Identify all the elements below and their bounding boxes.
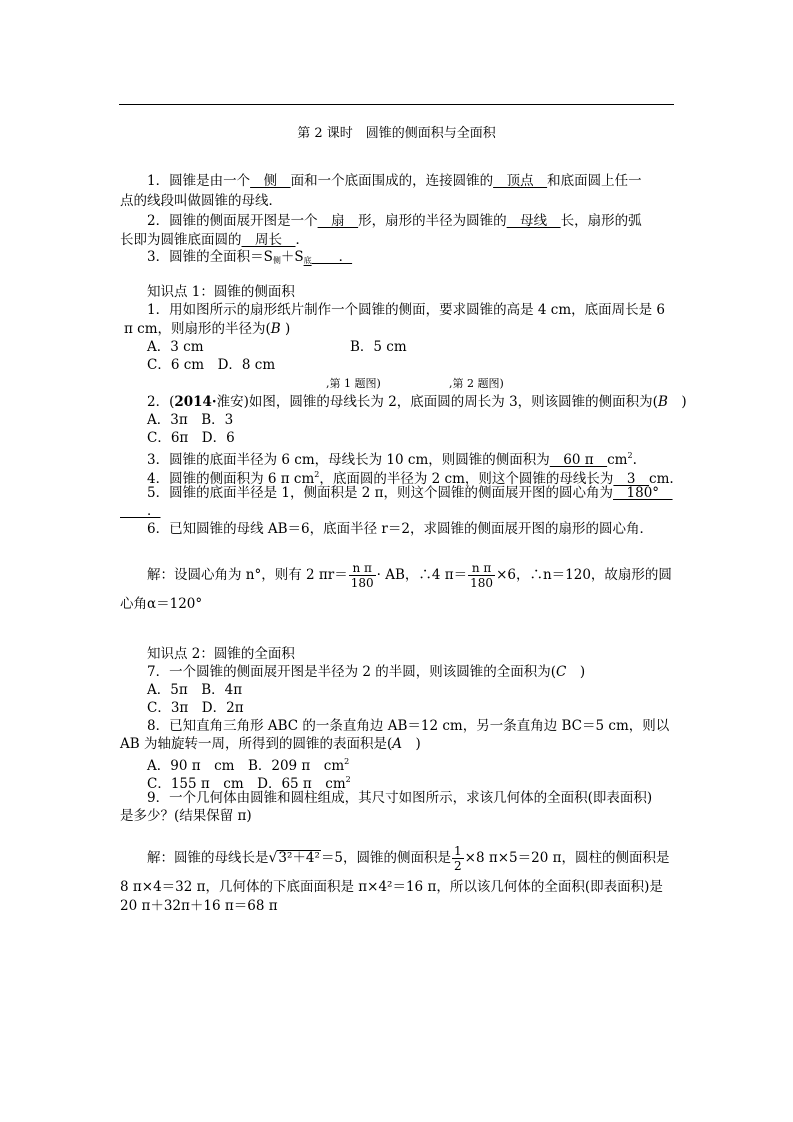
kp1-q6: 6．已知圆锥的母线 AB＝6，底面半径 r＝2，求圆锥的侧面展开图的扇形的圆心角． — [147, 521, 653, 537]
page-title: 第 2 课时 圆锥的侧面积与全面积 — [297, 126, 496, 141]
fraction: $\frac{\text{n π}}{180}$ — [350, 561, 374, 590]
kp1-q1-optionA: A．3 cm — [147, 339, 204, 355]
kp1-q3: 3．圆锥的底面半径为 6 cm，母线长为 10 cm，则圆锥的侧面积为 60 π $cm^2$. — [147, 451, 637, 468]
kp2-q7-optionCD: C．3π D．2π — [147, 700, 244, 716]
intro-q1-line2: 点的线段叫做圆锥的母线． — [120, 193, 282, 209]
figure-2-caption: ,第 2 题图) — [449, 377, 504, 390]
kp1-q1-optionCD: C．6 cm D．8 cm — [147, 357, 276, 373]
kp2-q7: 7．一个圆锥的侧面展开图是半径为 2 的半圆，则该圆锥的全面积为(C ) — [147, 664, 586, 680]
kp2-q7-optionAB: A．5π B．4π — [147, 682, 243, 698]
intro-q2-line2: 长即为圆锥底面圆的 周长 ． — [120, 232, 309, 248]
header-rule — [119, 104, 674, 105]
kp1-heading: 知识点 1：圆锥的侧面积 — [147, 284, 295, 300]
intro-q3: 3．圆锥的全面积$=S_侧+S_底$ ． — [147, 249, 353, 265]
kp2-q8-line2: AB 为轴旋转一周，所得到的圆锥的表面积是(A ) — [120, 736, 421, 752]
kp2-q8-optionCD: C．155 π cm D．65 π $cm^2$ — [147, 775, 351, 792]
kp2-solution9-line1: 解：圆锥的母线长是√3²＋4²＝5，圆锥的侧面积是 $\frac{1}{2}$ ×8 π×5＝20 π，圆柱的侧面积是 — [147, 844, 670, 873]
kp2-q8-optionAB: A．90 π cm B．209 π $cm^2$ — [147, 757, 350, 774]
kp1-q2: 2．(2014·淮安)如图，圆锥的母线长为 2，底面圆的周长为 3，则该圆锥的侧面积为(B ) — [147, 394, 687, 410]
kp2-heading: 知识点 2：圆锥的全面积 — [147, 646, 295, 662]
kp1-q4: 4．圆锥的侧面积为 6 π $cm^2$，底面圆的半径为 2 cm，则这个圆锥的母线长为 3 cm. — [147, 470, 674, 487]
kp1-solution6-line1: 解：设圆心角为 n°，则有 2 πr＝ $\frac{\text{n π}}{180}$ · AB，∴4 π＝ $\frac{\text{n π}}{180}$ ×6，∴n＝120，故扇形的圆 — [147, 561, 672, 590]
intro-q1-line1: 1．圆锥是由一个 侧 面和一个底面围成的，连接圆锥的 顶点 和底面圆上任一 — [147, 173, 642, 189]
kp1-q5-line2: ． — [120, 503, 161, 519]
kp1-q2-optionAB: A．3π B．3 — [147, 412, 234, 428]
kp1-q1-optionB: B．5 cm — [350, 339, 407, 355]
figure-1-caption: ,第 1 题图) — [326, 377, 381, 390]
kp2-solution9-line3: 20 π＋32π＋16 π＝68 π — [120, 898, 278, 914]
kp2-q9-line1: 9．一个几何体由圆锥和圆柱组成，其尺寸如图所示，求该几何体的全面积(即表面积) — [147, 790, 653, 806]
kp1-q5-line1: 5．圆锥的底面半径是 1，侧面积是 2 π，则这个圆锥的侧面展开图的圆心角为 180° — [147, 485, 673, 501]
kp1-q1-line2: π cm，则扇形的半径为(B ) — [124, 321, 291, 337]
kp2-solution9-line2: 8 π×4＝32 π，几何体的下底面面积是 π×4²＝16 π，所以该几何体的全面积(即表面积)是 — [120, 879, 663, 895]
kp1-solution6-line2: 心角α＝120° — [120, 596, 203, 612]
kp1-q2-optionCD: C．6π D．6 — [147, 430, 235, 446]
intro-q2-line1: 2．圆锥的侧面展开图是一个 扇 形，扇形的半径为圆锥的 母线 长，扇形的弧 — [147, 213, 642, 229]
fraction: $\frac{\text{n π}}{180}$ — [470, 561, 494, 590]
kp1-q1-line1: 1．用如图所示的扇形纸片制作一个圆锥的侧面，要求圆锥的高是 4 cm，底面周长是 6 — [147, 302, 666, 318]
kp2-q9-line2: 是多少？(结果保留 π) — [120, 808, 252, 824]
fraction: $\frac{1}{2}$ — [454, 844, 462, 873]
kp2-q8-line1: 8．已知直角三角形 ABC 的一条直角边 AB＝12 cm，另一条直角边 BC＝5 cm，则以 — [147, 718, 670, 734]
